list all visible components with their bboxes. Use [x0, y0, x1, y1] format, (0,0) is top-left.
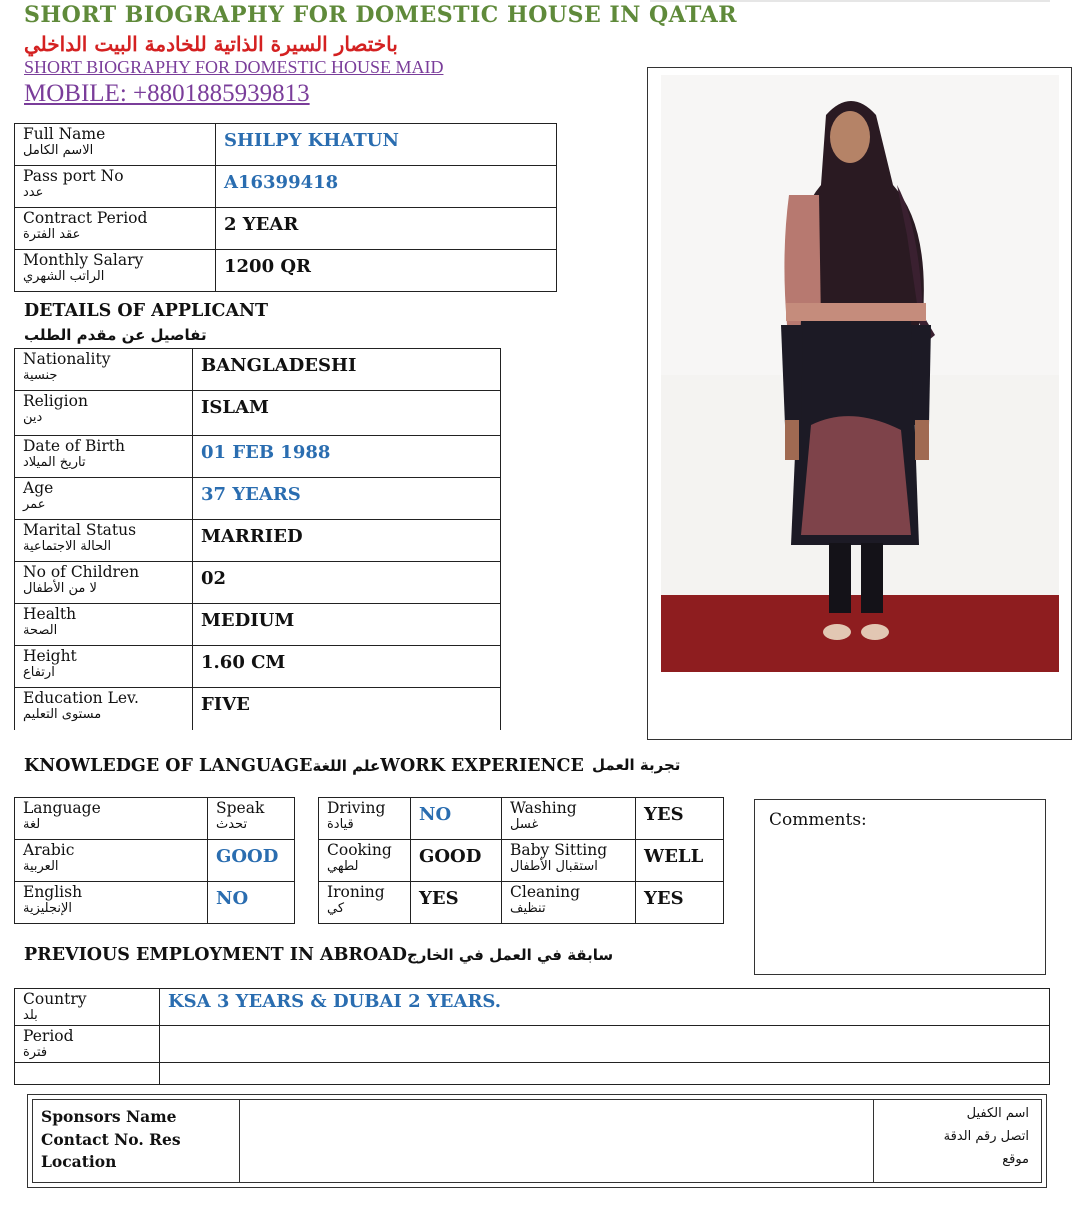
- sponsor-location-label-arabic: موقع: [1002, 1152, 1029, 1167]
- cooking-value: GOOD: [411, 840, 502, 882]
- cleaning-label: Cleaning تنظيف: [502, 882, 636, 924]
- contract-period-value: 2 YEAR: [216, 208, 557, 250]
- age-label: Age عمر: [15, 478, 193, 520]
- driving-label: Driving قيادة: [319, 798, 411, 840]
- age-value: 37 YEARS: [193, 478, 501, 520]
- sponsor-divider-right: [873, 1100, 874, 1182]
- sponsor-name-label-arabic: اسم الكفيل: [966, 1106, 1029, 1121]
- knowledge-heading: [24, 756, 584, 776]
- sponsor-inner-frame: [32, 1099, 1042, 1183]
- comments-label: Comments:: [769, 810, 867, 830]
- children-value: 02: [193, 562, 501, 604]
- page-title-arabic: باختصار السيرة الذاتية للخادمة البيت الداخلي: [24, 32, 398, 56]
- cooking-label: Cooking لطهي: [319, 840, 411, 882]
- details-heading: DETAILS OF APPLICANT: [24, 301, 269, 321]
- marital-status-label: Marital Status الحالة الاجتماعية: [15, 520, 193, 562]
- language-table: [14, 797, 295, 924]
- language-col-header: Language لغة: [15, 798, 208, 840]
- sponsor-box: [27, 1094, 1047, 1188]
- dob-label: Date of Birth تاريخ الميلاد: [15, 436, 193, 478]
- previous-employment-heading-arabic: سابقة في العمل في الخارج: [406, 946, 614, 964]
- comments-box: [754, 799, 1046, 975]
- education-value: FIVE: [193, 688, 501, 730]
- health-label: Health الصحة: [15, 604, 193, 646]
- details-heading-arabic: تفاصيل عن مقدم الطلب: [24, 326, 207, 344]
- baby-sitting-value: WELL: [636, 840, 724, 882]
- sponsor-contact-label: Contact No. Res: [41, 1130, 181, 1149]
- contract-period-label: Contract Period عقد الفترة: [15, 208, 216, 250]
- monthly-salary-label: Monthly Salary الراتب الشهري: [15, 250, 216, 292]
- passport-value: A16399418: [216, 166, 557, 208]
- speak-col-header: Speak تحدث: [208, 798, 295, 840]
- height-value: 1.60 CM: [193, 646, 501, 688]
- language-english-label: English الإنجليزية: [15, 882, 208, 924]
- empty-cell: [160, 1063, 1050, 1085]
- ironing-label: Ironing كي: [319, 882, 411, 924]
- nationality-label: Nationality جنسية: [15, 349, 193, 391]
- period-label: Period فترة: [15, 1026, 160, 1063]
- sponsor-contact-label-arabic: اتصل رقم الدقة: [943, 1129, 1029, 1144]
- sponsor-location-label: Location: [41, 1152, 117, 1171]
- dob-value: 01 FEB 1988: [193, 436, 501, 478]
- mobile-number: MOBILE: +8801885939813: [24, 80, 310, 107]
- ironing-value: YES: [411, 882, 502, 924]
- driving-value: NO: [411, 798, 502, 840]
- previous-employment-heading-en: PREVIOUS EMPLOYMENT IN ABROAD: [24, 945, 407, 965]
- health-value: MEDIUM: [193, 604, 501, 646]
- work-experience-heading: WORK EXPERIENCE: [380, 756, 584, 776]
- religion-value: ISLAM: [193, 391, 501, 436]
- language-arabic-label: Arabic العربية: [15, 840, 208, 882]
- children-label: No of Children لا من الأطفال: [15, 562, 193, 604]
- page-subtitle: SHORT BIOGRAPHY FOR DOMESTIC HOUSE MAID: [24, 57, 444, 77]
- sponsor-divider-left: [239, 1100, 240, 1182]
- monthly-salary-value: 1200 QR: [216, 250, 557, 292]
- sponsor-name-label: Sponsors Name: [41, 1107, 177, 1126]
- washing-label: Washing غسل: [502, 798, 636, 840]
- period-value: [160, 1026, 1050, 1063]
- empty-cell: [15, 1063, 160, 1085]
- cleaning-value: YES: [636, 882, 724, 924]
- work-experience-table: [318, 797, 724, 924]
- baby-sitting-label: Baby Sitting استقبال الأطفال: [502, 840, 636, 882]
- language-arabic-value: GOOD: [208, 840, 295, 882]
- work-experience-heading-arabic: تجربة العمل: [592, 756, 681, 774]
- country-label: Country بلد: [15, 989, 160, 1026]
- full-name-label: Full Name الاسم الكامل: [15, 124, 216, 166]
- nationality-value: BANGLADESHI: [193, 349, 501, 391]
- country-value: KSA 3 YEARS & DUBAI 2 YEARS.: [160, 989, 1050, 1026]
- previous-employment-table: [14, 988, 1050, 1085]
- details-table: [14, 348, 501, 730]
- language-english-value: NO: [208, 882, 295, 924]
- washing-value: YES: [636, 798, 724, 840]
- top-info-table: [14, 123, 557, 292]
- knowledge-language-heading: KNOWLEDGE OF LANGUAGE: [24, 756, 313, 776]
- passport-label: Pass port No عدد: [15, 166, 216, 208]
- height-label: Height ارتفاع: [15, 646, 193, 688]
- full-name-value: SHILPY KHATUN: [216, 124, 557, 166]
- marital-status-value: MARRIED: [193, 520, 501, 562]
- previous-employment-heading: [24, 945, 613, 965]
- applicant-photo: [661, 75, 1059, 672]
- page-title: SHORT BIOGRAPHY FOR DOMESTIC HOUSE IN QATAR: [24, 2, 738, 28]
- knowledge-language-heading-arabic: علم اللغة: [312, 757, 381, 775]
- education-label: Education Lev. مستوى التعليم: [15, 688, 193, 730]
- religion-label: Religion دين: [15, 391, 193, 436]
